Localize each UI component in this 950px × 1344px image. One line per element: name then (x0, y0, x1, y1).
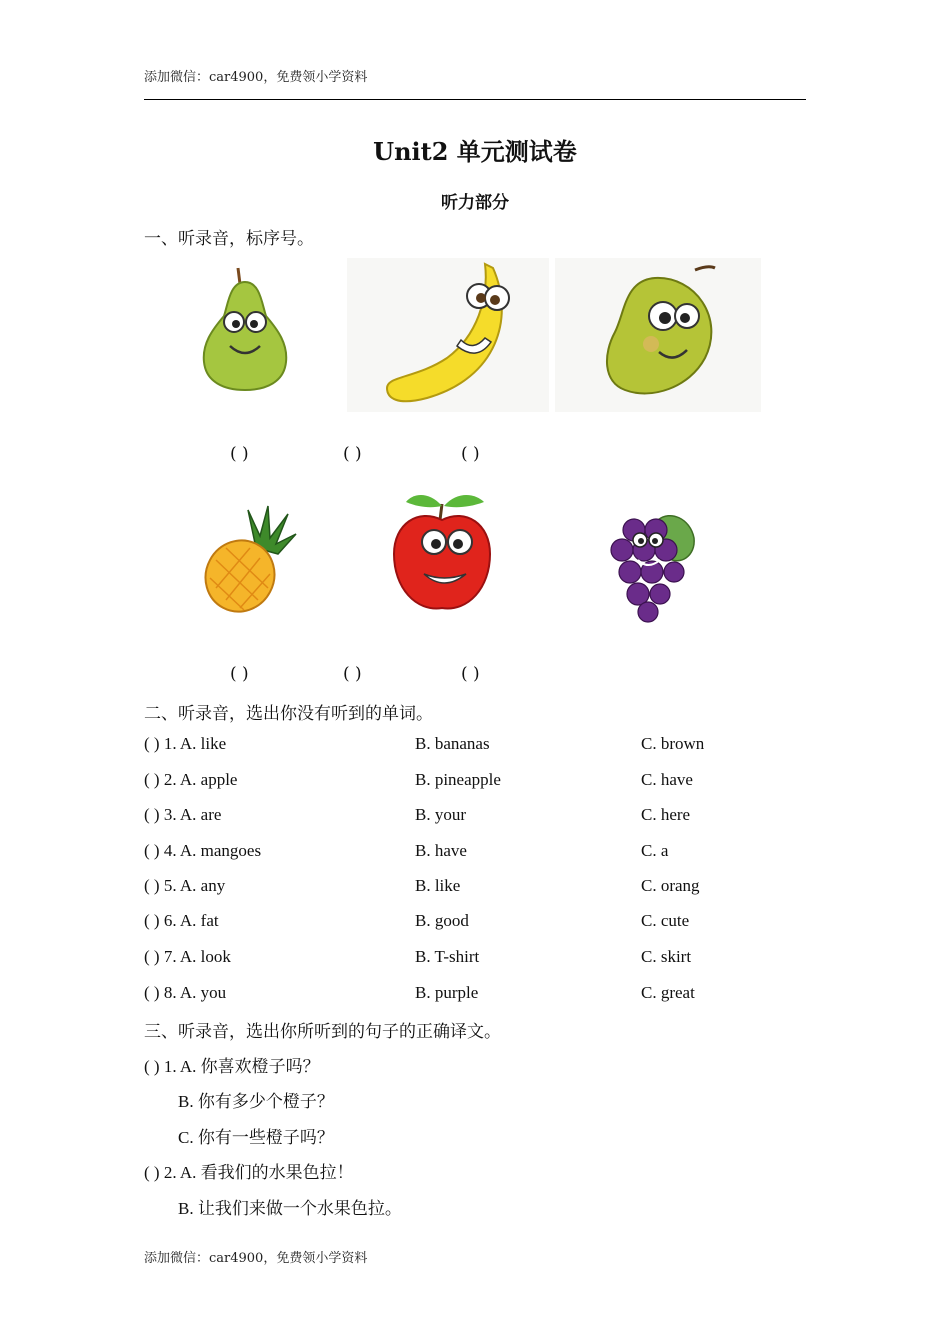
grapes-icon (600, 500, 698, 624)
question-6-a: ( ) 6. A. fat (144, 911, 219, 930)
question-3-b: B. your (415, 805, 466, 824)
section3-q1-option-c: C. 你有一些橙子吗？ (178, 1128, 334, 1147)
banana-icon (347, 258, 549, 412)
answer-blank[interactable]: ( ) (230, 664, 249, 684)
answer-blank[interactable]: ( ) (461, 664, 480, 684)
question-8-b: B. purple (415, 983, 479, 1002)
question-2-c: C. have (641, 770, 693, 789)
question-1-c: C. brown (641, 734, 705, 753)
question-5-a: ( ) 5. A. any (144, 876, 226, 895)
question-5-c: C. orang (641, 876, 700, 895)
apple-icon (388, 490, 496, 616)
question-4-b: B. have (415, 841, 467, 860)
answer-blank[interactable]: ( ) (461, 444, 480, 464)
question-2-a: ( ) 2. A. apple (144, 770, 238, 789)
section3-heading: 三、听录音，选出你所听到的句子的正确译文。 (144, 1022, 501, 1042)
question-3-c: C. here (641, 805, 691, 824)
question-7-c: C. skirt (641, 947, 692, 966)
page-title: Unit2 单元测试卷 (373, 137, 577, 166)
pear-icon (190, 264, 300, 394)
pineapple-icon (196, 500, 298, 616)
question-4-c: C. a (641, 841, 669, 860)
answer-blank[interactable]: ( ) (343, 444, 362, 464)
page-footer: 添加微信：car4900，免费领小学资料 (144, 1251, 368, 1266)
question-5-b: B. like (415, 876, 461, 895)
question-6-b: B. good (415, 911, 469, 930)
question-8-a: ( ) 8. A. you (144, 983, 227, 1002)
header-divider (144, 99, 806, 100)
question-1-b: B. bananas (415, 734, 490, 753)
question-7-b: B. T-shirt (415, 947, 480, 966)
section3-q1-option-b: B. 你有多少个橙子？ (178, 1092, 334, 1111)
mango-icon (555, 258, 761, 412)
section-subtitle: 听力部分 (441, 193, 509, 213)
question-6-c: C. cute (641, 911, 690, 930)
question-8-c: C. great (641, 983, 695, 1002)
question-4-a: ( ) 4. A. mangoes (144, 841, 262, 860)
question-1-a: ( ) 1. A. like (144, 734, 227, 753)
answer-blank[interactable]: ( ) (343, 664, 362, 684)
question-2-b: B. pineapple (415, 770, 501, 789)
section2-heading: 二、听录音，选出你没有听到的单词。 (144, 704, 433, 724)
answer-blank[interactable]: ( ) (230, 444, 249, 464)
question-7-a: ( ) 7. A. look (144, 947, 231, 966)
section3-q2-option-a: ( ) 2. A. 看我们的水果色拉！ (144, 1163, 354, 1182)
section1-heading: 一、听录音，标序号。 (144, 229, 314, 249)
question-3-a: ( ) 3. A. are (144, 805, 222, 824)
section3-q2-option-b: B. 让我们来做一个水果色拉。 (178, 1199, 402, 1218)
section3-q1-option-a: ( ) 1. A. 你喜欢橙子吗？ (144, 1057, 320, 1076)
page-header: 添加微信：car4900，免费领小学资料 (144, 70, 368, 85)
